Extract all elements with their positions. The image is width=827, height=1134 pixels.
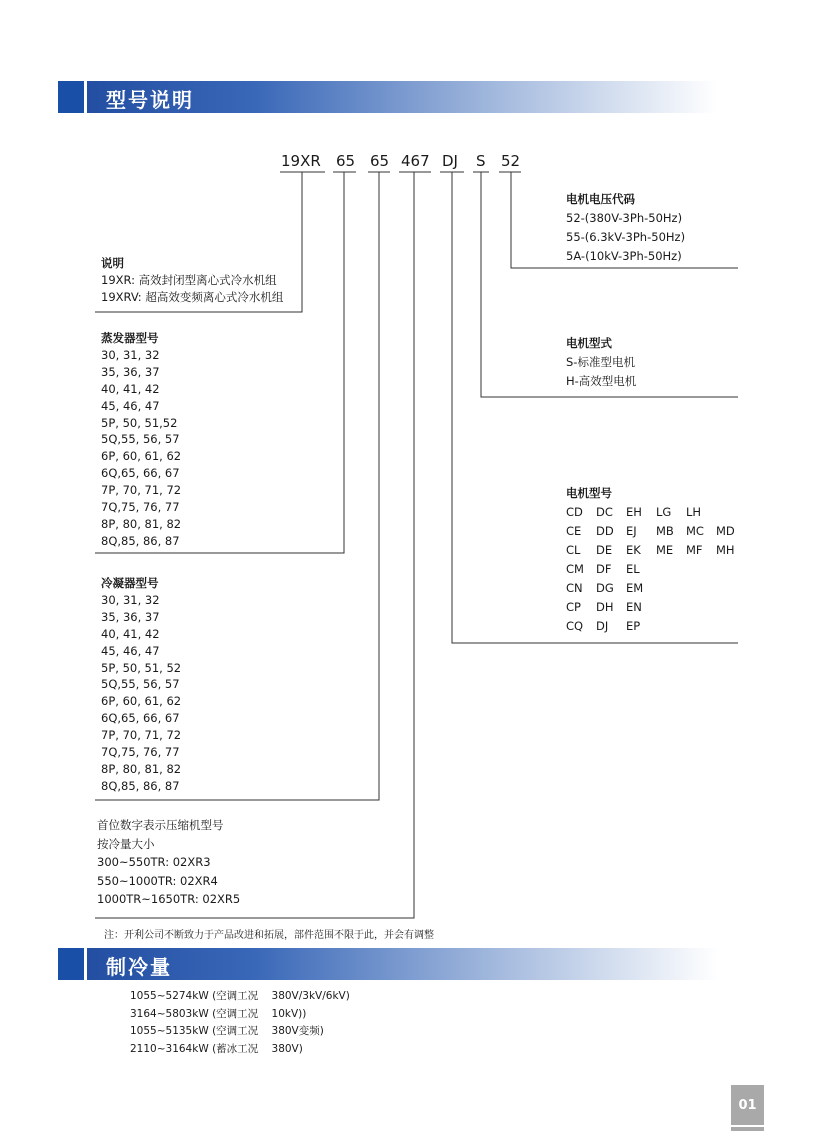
motor-type-title: 电机型式 <box>566 336 612 350</box>
motor-type-line: H-高效型电机 <box>566 374 637 388</box>
motor-model-code: ME <box>656 543 674 557</box>
motor-model-code: MF <box>686 543 703 557</box>
code-part-compressor: 467 <box>401 152 430 170</box>
compressor-line: 首位数字表示压缩机型号 <box>97 818 224 832</box>
capacity-condition: (空调工况 <box>212 1025 259 1037</box>
motor-model-code: DD <box>596 524 614 538</box>
motor-model-code: DG <box>596 581 614 595</box>
capacity-range: 2110~3164kW <box>130 1042 209 1055</box>
motor-type <box>566 334 636 391</box>
motor-models-grid <box>566 503 746 522</box>
capacity-row <box>130 1023 350 1041</box>
condenser-model-line: 7Q,75, 76, 77 <box>101 745 180 760</box>
capacity-row <box>130 988 350 1006</box>
code-part-evaporator: 65 <box>336 152 356 170</box>
compressor-line: 按冷量大小 <box>97 836 155 851</box>
capacity-range: 1055~5135kW <box>130 1025 209 1037</box>
evaporator-models <box>101 330 181 550</box>
capacity-row <box>130 1006 350 1024</box>
motor-model-code: DJ <box>596 619 609 633</box>
footnote: 注：开利公司不断致力于产品改进和拓展，部件范围不限于此，并会有调整 <box>104 930 434 941</box>
evaporator-model-line: 45, 46, 47 <box>101 398 160 413</box>
condenser-model-line: 8P, 80, 81, 82 <box>101 761 182 776</box>
capacity-condition: (蓄冰工况 <box>212 1042 259 1055</box>
condenser-models <box>101 575 181 795</box>
capacity-condition: (空调工况 <box>212 990 259 1002</box>
motor-models-title: 电机型号 <box>566 486 612 500</box>
motor-model-code: MD <box>716 524 735 538</box>
capacity-range: 3164~5803kW <box>130 1007 209 1020</box>
series-description <box>101 255 283 306</box>
evaporator-model-line: 8P, 80, 81, 82 <box>101 516 182 531</box>
motor-model-code: CL <box>566 543 581 557</box>
motor-model-code: CD <box>566 505 583 519</box>
motor-models-grid <box>566 541 746 560</box>
capacity-row <box>130 1041 350 1059</box>
condenser-model-line: 8Q,85, 86, 87 <box>101 778 180 793</box>
evaporator-model-line: 5P, 50, 51,52 <box>101 415 178 430</box>
evaporator-title: 蒸发器型号 <box>101 331 159 345</box>
motor-models-grid <box>566 598 746 617</box>
condenser-title: 冷凝器型号 <box>101 576 159 590</box>
motor-model-code: LG <box>656 505 672 519</box>
motor-model-code: CQ <box>566 619 584 633</box>
capacity-voltage: 10kV)) <box>271 1007 307 1020</box>
code-part-series: 19XR <box>281 152 321 170</box>
motor-model-code: CN <box>566 581 583 595</box>
series-description-line: 19XR: 高效封闭型离心式冷水机组 <box>101 272 277 287</box>
compressor-info <box>97 816 240 909</box>
evaporator-model-line: 40, 41, 42 <box>101 381 160 396</box>
compressor-line: 300~550TR: 02XR3 <box>97 855 211 869</box>
motor-models-grid <box>566 617 746 636</box>
page-number: 01 <box>731 1085 764 1125</box>
compressor-line: 550~1000TR: 02XR4 <box>97 873 218 888</box>
evaporator-model-line: 5Q,55, 56, 57 <box>101 432 180 447</box>
motor-models-grid <box>566 522 746 541</box>
capacity-list <box>130 988 350 1058</box>
condenser-model-line: 7P, 70, 71, 72 <box>101 728 182 743</box>
motor-voltage-codes <box>566 190 685 266</box>
motor-voltage-line: 5A-(10kV-3Ph-50Hz) <box>566 249 682 263</box>
capacity-condition: (空调工况 <box>212 1007 259 1020</box>
motor-model-code: EP <box>626 619 641 633</box>
motor-model-code: EL <box>626 562 640 576</box>
condenser-model-line: 6P, 60, 61, 62 <box>101 694 182 709</box>
section-title-model: 型号说明 <box>106 88 194 112</box>
motor-model-code: DE <box>596 543 613 557</box>
motor-model-code: MB <box>656 524 674 538</box>
evaporator-model-line: 35, 36, 37 <box>101 364 160 379</box>
series-description-line: 19XRV: 超高效变频离心式冷水机组 <box>101 289 284 304</box>
header-accent-block <box>58 948 84 980</box>
motor-type-line: S-标准型电机 <box>566 355 635 369</box>
motor-voltage-line: 52-(380V-3Ph-50Hz) <box>566 211 683 225</box>
evaporator-model-line: 8Q,85, 86, 87 <box>101 533 180 548</box>
compressor-line: 1000TR~1650TR: 02XR5 <box>97 892 241 906</box>
motor-model-code: MH <box>716 543 735 557</box>
motor-model-code: EK <box>626 543 641 557</box>
motor-model-code: EJ <box>626 524 637 538</box>
motor-model-code: CE <box>566 524 582 538</box>
page-number-underline <box>731 1127 764 1131</box>
condenser-model-line: 30, 31, 32 <box>101 592 160 607</box>
evaporator-model-line: 6Q,65, 66, 67 <box>101 466 180 481</box>
motor-model-code: EN <box>626 600 642 614</box>
motor-model-code: EH <box>626 505 642 519</box>
section-header-capacity <box>58 948 718 980</box>
evaporator-model-line: 30, 31, 32 <box>101 347 160 362</box>
motor-model-code: DC <box>596 505 613 519</box>
motor-model-code: DF <box>596 562 612 576</box>
condenser-model-line: 35, 36, 37 <box>101 609 160 624</box>
motor-voltage-title: 电机电压代码 <box>566 192 635 206</box>
condenser-model-line: 45, 46, 47 <box>101 643 160 658</box>
condenser-model-line: 5Q,55, 56, 57 <box>101 677 180 692</box>
code-part-motor-model: DJ <box>442 152 458 170</box>
capacity-voltage: 380V) <box>271 1042 303 1055</box>
capacity-range: 1055~5274kW <box>130 990 209 1002</box>
condenser-model-line: 5P, 50, 51, 52 <box>101 660 182 675</box>
motor-models-grid <box>566 560 746 579</box>
condenser-model-line: 40, 41, 42 <box>101 626 160 641</box>
evaporator-model-line: 7P, 70, 71, 72 <box>101 483 182 498</box>
motor-model-code: EM <box>626 581 644 595</box>
code-part-voltage: 52 <box>501 152 521 170</box>
code-part-motor-type: S <box>476 152 486 170</box>
evaporator-model-line: 6P, 60, 61, 62 <box>101 449 182 464</box>
motor-models <box>566 484 746 636</box>
motor-model-code: MC <box>686 524 704 538</box>
capacity-voltage: 380V/3kV/6kV) <box>271 990 350 1002</box>
code-part-condenser: 65 <box>370 152 390 170</box>
motor-model-code: CP <box>566 600 581 614</box>
motor-models-grid <box>566 579 746 598</box>
condenser-model-line: 6Q,65, 66, 67 <box>101 711 180 726</box>
evaporator-model-line: 7Q,75, 76, 77 <box>101 500 180 515</box>
motor-model-code: DH <box>596 600 614 614</box>
section-title-capacity: 制冷量 <box>106 955 172 979</box>
motor-voltage-line: 55-(6.3kV-3Ph-50Hz) <box>566 230 686 244</box>
capacity-voltage: 380V变频) <box>271 1025 324 1037</box>
motor-model-code: CM <box>566 562 584 576</box>
series-description-title: 说明 <box>101 256 124 270</box>
motor-model-code: LH <box>686 505 702 519</box>
